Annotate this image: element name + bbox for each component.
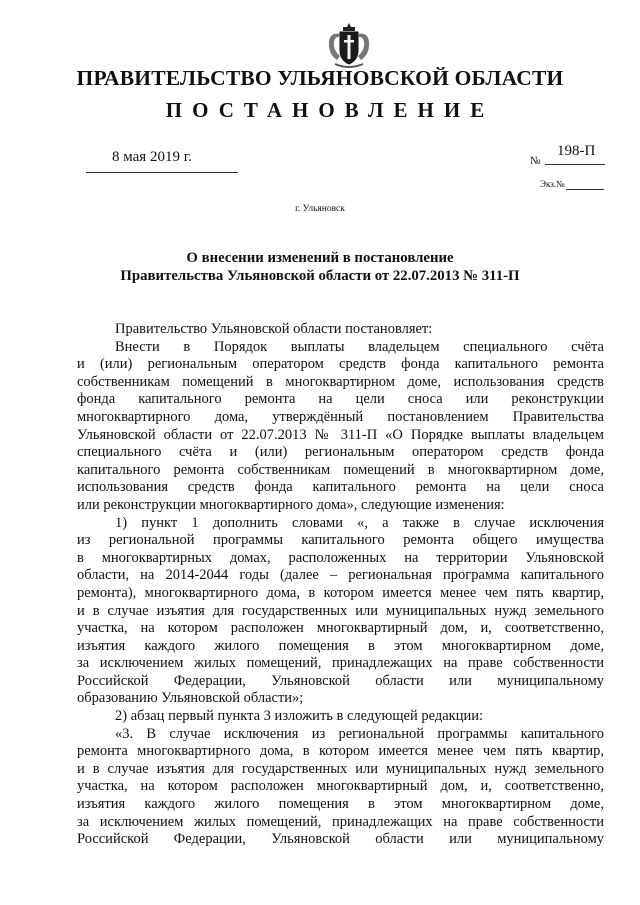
- body-line: Внести в Порядок выплаты владельцем специального счёта: [115, 338, 604, 355]
- body-line: за исключением жилых помещений, принадлежащих на праве собственности: [77, 655, 604, 672]
- subject-line: Правительства Ульяновской области от 22.07.2013 № 311-П: [120, 268, 520, 284]
- copy-number-label: Экз.№: [540, 179, 565, 189]
- body-line: Правительство Ульяновской области постановляет:: [115, 321, 433, 337]
- body-line: специального счёта и (или) региональным оператором средств фонда: [77, 444, 604, 461]
- subject-line: О внесении изменений в постановление: [186, 250, 454, 266]
- document-date: 8 мая 2019 г.: [112, 149, 192, 165]
- body-line: многоквартирного дома, утверждённый постановлением Правительства: [77, 408, 604, 425]
- date-underline: [86, 172, 238, 173]
- body-line: 2) абзац первый пункта 3 изложить в следующей редакции:: [115, 708, 484, 725]
- body-line: за исключением жилых помещений, принадлежащих на праве собственности: [77, 813, 604, 830]
- coat-of-arms-icon: [326, 20, 372, 70]
- number-underline: [545, 164, 605, 165]
- document-subject: [0, 249, 640, 285]
- body-line: Российской Федерации, Ульяновской области или муниципальному: [77, 831, 604, 848]
- body-line: Ульяновской области от 22.07.2013 № 311-П «О Порядке выплаты владельцем: [77, 426, 604, 443]
- body-line: изъятия каждого жилого помещения в этом многоквартирном доме,: [77, 796, 604, 813]
- body-line: и в случае изъятия для государственных или муниципальных нужд земельного: [77, 760, 604, 777]
- body-line: ремонта), многоквартирного дома, в котором имеется менее чем пять квартир,: [77, 584, 604, 601]
- body-line: участка, на котором расположен многоквартирный дом, и, соответственно,: [77, 620, 604, 637]
- body-line: из региональной программы капитального ремонта общего имущества: [77, 532, 604, 549]
- body-line: фонда капитального ремонта на цели сноса или реконструкции: [77, 391, 604, 408]
- document-body: [77, 321, 604, 849]
- body-line: «3. В случае исключения из региональной программы капитального: [115, 725, 604, 742]
- body-line: образованию Ульяновской области»;: [77, 690, 304, 707]
- body-line: использования средств фонда капитального ремонта на цели сноса: [77, 479, 604, 496]
- body-line: капитального ремонта собственникам помещений в многоквартирном доме,: [77, 461, 604, 478]
- document-type: ПОСТАНОВЛЕНИЕ: [165, 98, 495, 122]
- body-line: ремонта многоквартирного дома, в котором имеется менее чем пять квартир,: [77, 743, 604, 760]
- body-line: области, на 2014-2044 годы (далее – региональная программа капитального: [77, 567, 604, 584]
- body-line: Российской Федерации, Ульяновской области или муниципальному: [77, 672, 604, 689]
- body-line: собственникам помещений в многоквартирном доме, использования средств: [77, 373, 604, 390]
- body-line: или реконструкции многоквартирного дома», следующие изменения:: [77, 496, 505, 513]
- document-number: 198-П: [557, 143, 596, 159]
- copy-number-underline: [566, 189, 604, 190]
- body-line: изъятия каждого жилого помещения в этом многоквартирном доме,: [77, 637, 604, 654]
- body-line: 1) пункт 1 дополнить словами «, а также в случае исключения: [115, 514, 604, 531]
- city: г. Ульяновск: [295, 204, 345, 214]
- body-line: и (или) региональным оператором средств фонда капитального ремонта: [77, 356, 604, 373]
- body-line: в многоквартирных домах, расположенных на территории Ульяновской: [77, 549, 604, 566]
- government-title: ПРАВИТЕЛЬСТВО УЛЬЯНОВСКОЙ ОБЛАСТИ: [76, 66, 564, 90]
- body-line: и в случае изъятия для государственных или муниципальных нужд земельного: [77, 602, 604, 619]
- body-line: участка, на котором расположен многоквартирный дом, и, соответственно,: [77, 778, 604, 795]
- number-sign: №: [530, 155, 541, 167]
